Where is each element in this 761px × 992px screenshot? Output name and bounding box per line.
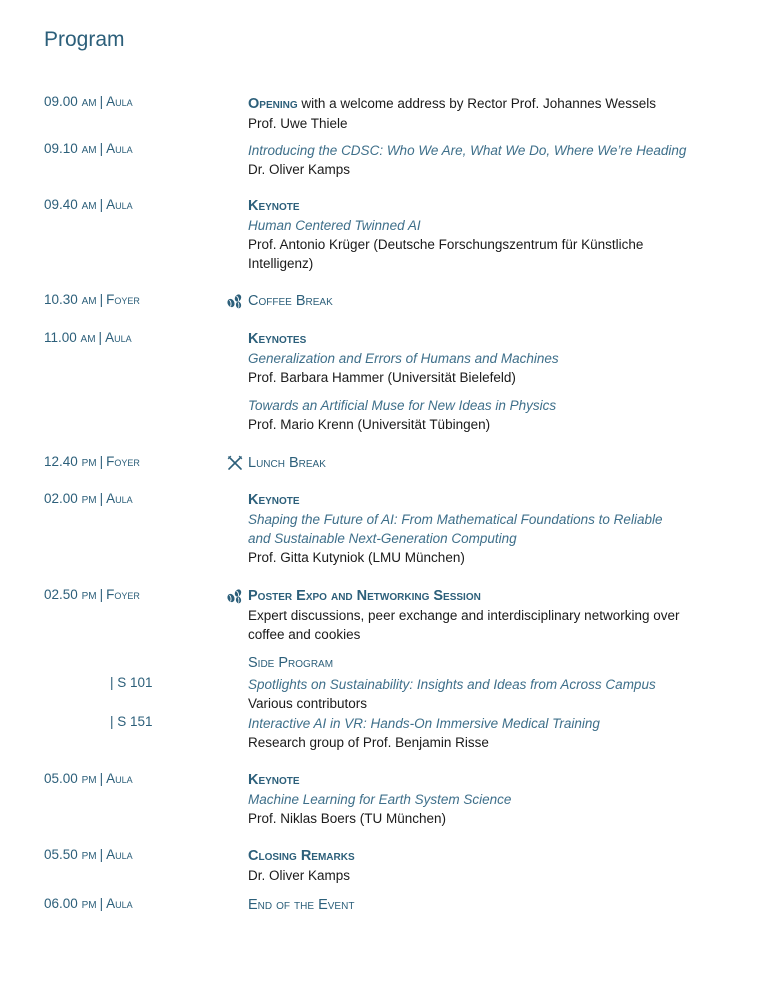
coffee-beans-icon — [226, 588, 244, 604]
session-heading: Opening — [248, 96, 298, 112]
session-content — [248, 675, 718, 713]
time-slot: 09.00 AM | Aula — [44, 94, 133, 109]
session-content — [248, 94, 718, 133]
session-heading: Keynote — [248, 198, 300, 214]
time-slot: 02.00 PM | Aula — [44, 491, 133, 506]
time-value: 09.00 — [44, 94, 78, 109]
time-slot: 02.50 PM | Foyer — [44, 587, 140, 602]
session-content — [248, 896, 718, 915]
time-slot: 06.00 PM | Aula — [44, 896, 133, 911]
ampm: PM — [81, 775, 97, 786]
talk-title: Interactive AI in VR: Hands-On Immersive Medical Training — [248, 716, 600, 731]
session-heading: Poster Expo and Networking Session — [248, 588, 481, 604]
session-heading: Lunch Break — [248, 455, 326, 471]
location: Aula — [106, 491, 133, 506]
time-value: 06.00 — [44, 896, 78, 911]
location: Foyer — [106, 454, 140, 469]
time-slot: 12.40 PM | Foyer — [44, 454, 140, 469]
time-value: 05.00 — [44, 771, 78, 786]
ampm: PM — [81, 900, 97, 911]
session-content — [248, 771, 718, 828]
talk-title: Spotlights on Sustainability: Insights and Ideas from Across Campus — [248, 677, 656, 692]
time-value: 10.30 — [44, 292, 78, 307]
speaker: Prof. Barbara Hammer (Universität Bielefeld) — [248, 370, 516, 385]
session-content — [248, 330, 718, 434]
talk-title: Introducing the CDSC: Who We Are, What We Do, Where We’re Heading — [248, 143, 687, 158]
session-heading: Closing Remarks — [248, 848, 355, 864]
speaker: Research group of Prof. Benjamin Risse — [248, 735, 489, 750]
cutlery-icon — [226, 455, 244, 471]
location: Aula — [106, 141, 133, 156]
talk-title: Generalization and Errors of Humans and Machines — [248, 351, 559, 366]
time-slot: 09.40 AM | Aula — [44, 197, 133, 212]
speaker: Dr. Oliver Kamps — [248, 868, 351, 883]
time-value: 02.50 — [44, 587, 78, 602]
session-content — [248, 197, 718, 273]
side-program-content — [248, 654, 718, 673]
talk-title: Human Centered Twinned AI — [248, 218, 421, 233]
talk-title: Towards an Artificial Muse for New Ideas in Physics — [248, 398, 557, 413]
ampm: AM — [81, 145, 97, 156]
location: Foyer — [106, 292, 140, 307]
page-title: Program — [44, 28, 125, 51]
session-heading: Keynotes — [248, 331, 307, 347]
ampm: AM — [81, 201, 97, 212]
location: Aula — [105, 330, 132, 345]
ampm: PM — [81, 458, 97, 469]
session-content — [248, 454, 718, 473]
session-heading: Keynote — [248, 772, 300, 788]
time-value: 12.40 — [44, 454, 78, 469]
session-description: with a welcome address by Rector Prof. Johannes Wessels — [297, 96, 657, 111]
talk-title: Shaping the Future of AI: From Mathematical Foundations to Reliable — [248, 512, 663, 527]
ampm: AM — [81, 296, 97, 307]
time-value: 05.50 — [44, 847, 78, 862]
time-slot: 05.50 PM | Aula — [44, 847, 133, 862]
speaker: Dr. Oliver Kamps — [248, 162, 351, 177]
location: Aula — [106, 94, 133, 109]
time-slot: 05.00 PM | Aula — [44, 771, 133, 786]
speaker-cont: Intelligenz) — [248, 256, 314, 271]
ampm: AM — [80, 334, 96, 345]
time-slot: 09.10 AM | Aula — [44, 141, 133, 156]
side-program-heading: Side Program — [248, 655, 334, 671]
time-value: 09.10 — [44, 141, 78, 156]
session-description: Expert discussions, peer exchange and interdisciplinary networking over — [248, 608, 680, 623]
session-heading: Keynote — [248, 492, 300, 508]
location: Aula — [106, 896, 133, 911]
speaker: Various contributors — [248, 696, 368, 711]
time-value: 09.40 — [44, 197, 78, 212]
location: Foyer — [106, 587, 140, 602]
speaker: Prof. Gitta Kutyniok (LMU München) — [248, 550, 465, 565]
time-value: 11.00 — [44, 330, 77, 345]
session-description-cont: coffee and cookies — [248, 627, 361, 642]
ampm: PM — [81, 495, 97, 506]
session-content — [248, 714, 718, 752]
session-content — [248, 292, 718, 311]
location: Aula — [106, 197, 133, 212]
session-content — [248, 491, 718, 567]
speaker: Prof. Antonio Krüger (Deutsche Forschungszentrum für Künstliche — [248, 237, 644, 252]
talk-title-cont: and Sustainable Next-Generation Computing — [248, 531, 517, 546]
ampm: PM — [81, 851, 97, 862]
session-heading: Coffee Break — [248, 293, 333, 309]
talk-title: Machine Learning for Earth System Science — [248, 792, 512, 807]
location: Aula — [106, 847, 133, 862]
room-label: | S 151 — [110, 714, 153, 729]
time-value: 02.00 — [44, 491, 78, 506]
time-slot: 11.00 AM | Aula — [44, 330, 132, 345]
speaker: Prof. Uwe Thiele — [248, 116, 348, 131]
speaker: Prof. Mario Krenn (Universität Tübingen) — [248, 417, 491, 432]
ampm: AM — [81, 98, 97, 109]
session-content — [248, 847, 718, 885]
speaker: Prof. Niklas Boers (TU München) — [248, 811, 447, 826]
session-content — [248, 141, 718, 179]
time-slot: 10.30 AM | Foyer — [44, 292, 140, 307]
session-heading: End of the Event — [248, 897, 355, 913]
ampm: PM — [81, 591, 97, 602]
location: Aula — [106, 771, 133, 786]
session-content — [248, 587, 718, 644]
coffee-beans-icon — [226, 293, 244, 309]
room-label: | S 101 — [110, 675, 153, 690]
